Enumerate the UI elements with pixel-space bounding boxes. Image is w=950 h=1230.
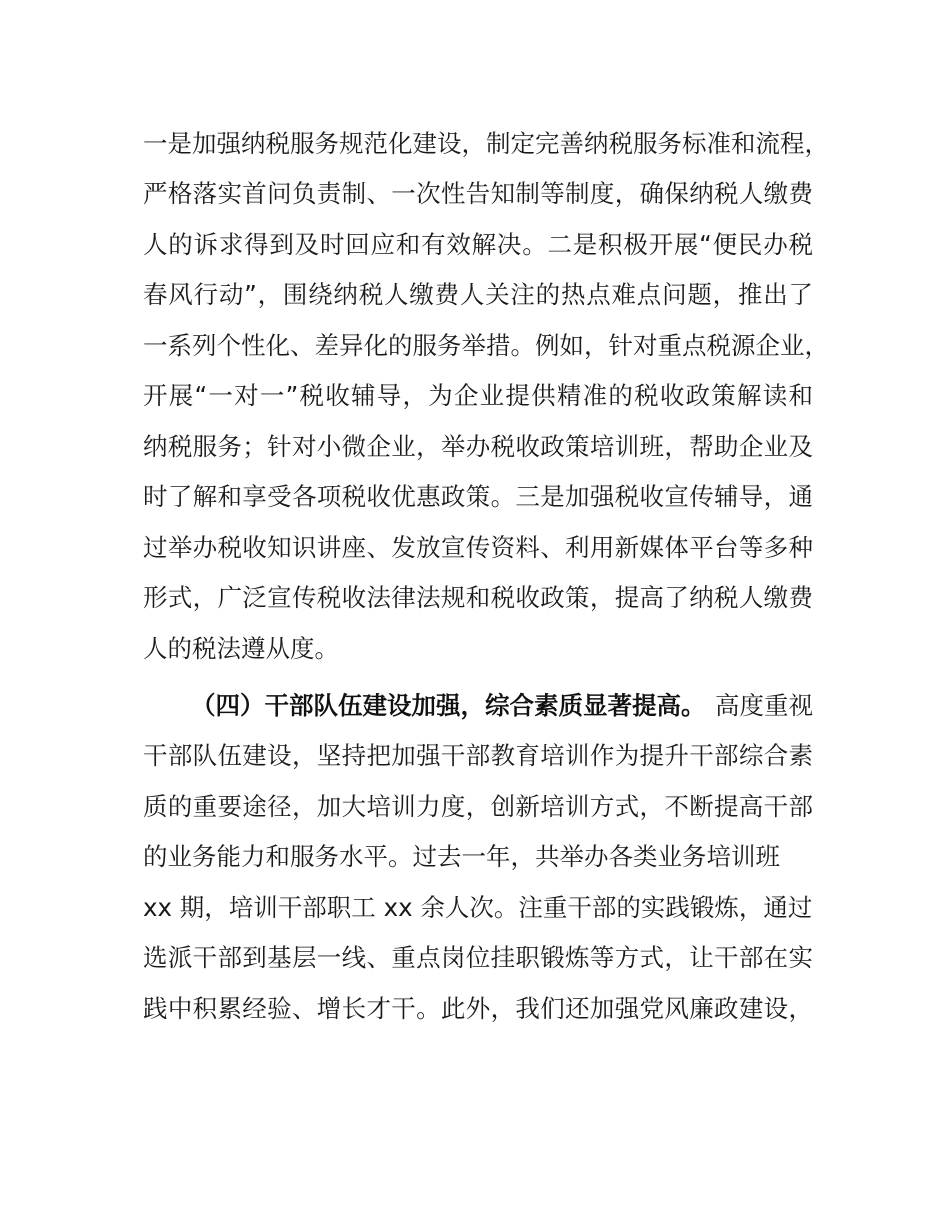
paragraph-line: 纳税服务；针对小微企业，举办税收政策培训班，帮助企业及 — [143, 432, 813, 461]
paragraph-line: 时了解和享受各项税收优惠政策。三是加强税收宣传辅导，通 — [143, 482, 813, 511]
paragraph-line: 一系列个性化、差异化的服务举措。例如，针对重点税源企业， — [143, 331, 829, 360]
paragraph-line: 人的诉求得到及时回应和有效解决。二是积极开展“便民办税 — [143, 230, 813, 259]
paragraph-line: 过举办税收知识讲座、发放宣传资料、利用新媒体平台等多种 — [143, 533, 813, 562]
paragraph-line: 严格落实首问负责制、一次性告知制等制度，确保纳税人缴费 — [143, 179, 813, 208]
section-heading: （四）干部队伍建设加强，综合素质显著提高。 — [191, 691, 706, 720]
paragraph-line-last: 人的税法遵从度。 — [143, 634, 339, 663]
heading-line-rest: 高度重视 — [715, 691, 813, 720]
section-heading-line — [191, 690, 813, 722]
paragraph-line: 形式，广泛宣传税收法律法规和税收政策，提高了纳税人缴费 — [143, 583, 813, 612]
paragraph-line: 开展“一对一”税收辅导，为企业提供精准的税收政策解读和 — [143, 381, 813, 410]
paragraph-line: 的业务能力和服务水平。过去一年，共举办各类业务培训班 — [143, 842, 780, 871]
paragraph-line: xx 期，培训干部职工 xx 余人次。注重干部的实践锻炼，通过 — [143, 893, 813, 922]
paragraph-line: 选派干部到基层一线、重点岗位挂职锻炼等方式，让干部在实 — [143, 943, 813, 972]
paragraph-line: 践中积累经验、增长才干。此外，我们还加强党风廉政建设， — [143, 994, 813, 1023]
paragraph-line: 干部队伍建设，坚持把加强干部教育培训作为提升干部综合素 — [143, 741, 813, 770]
paragraph-line: 一是加强纳税服务规范化建设，制定完善纳税服务标准和流程， — [143, 129, 829, 158]
paragraph-line: 春风行动”，围绕纳税人缴费人关注的热点难点问题，推出了 — [143, 280, 813, 309]
paragraph-line: 质的重要途径，加大培训力度，创新培训方式，不断提高干部 — [143, 792, 813, 821]
